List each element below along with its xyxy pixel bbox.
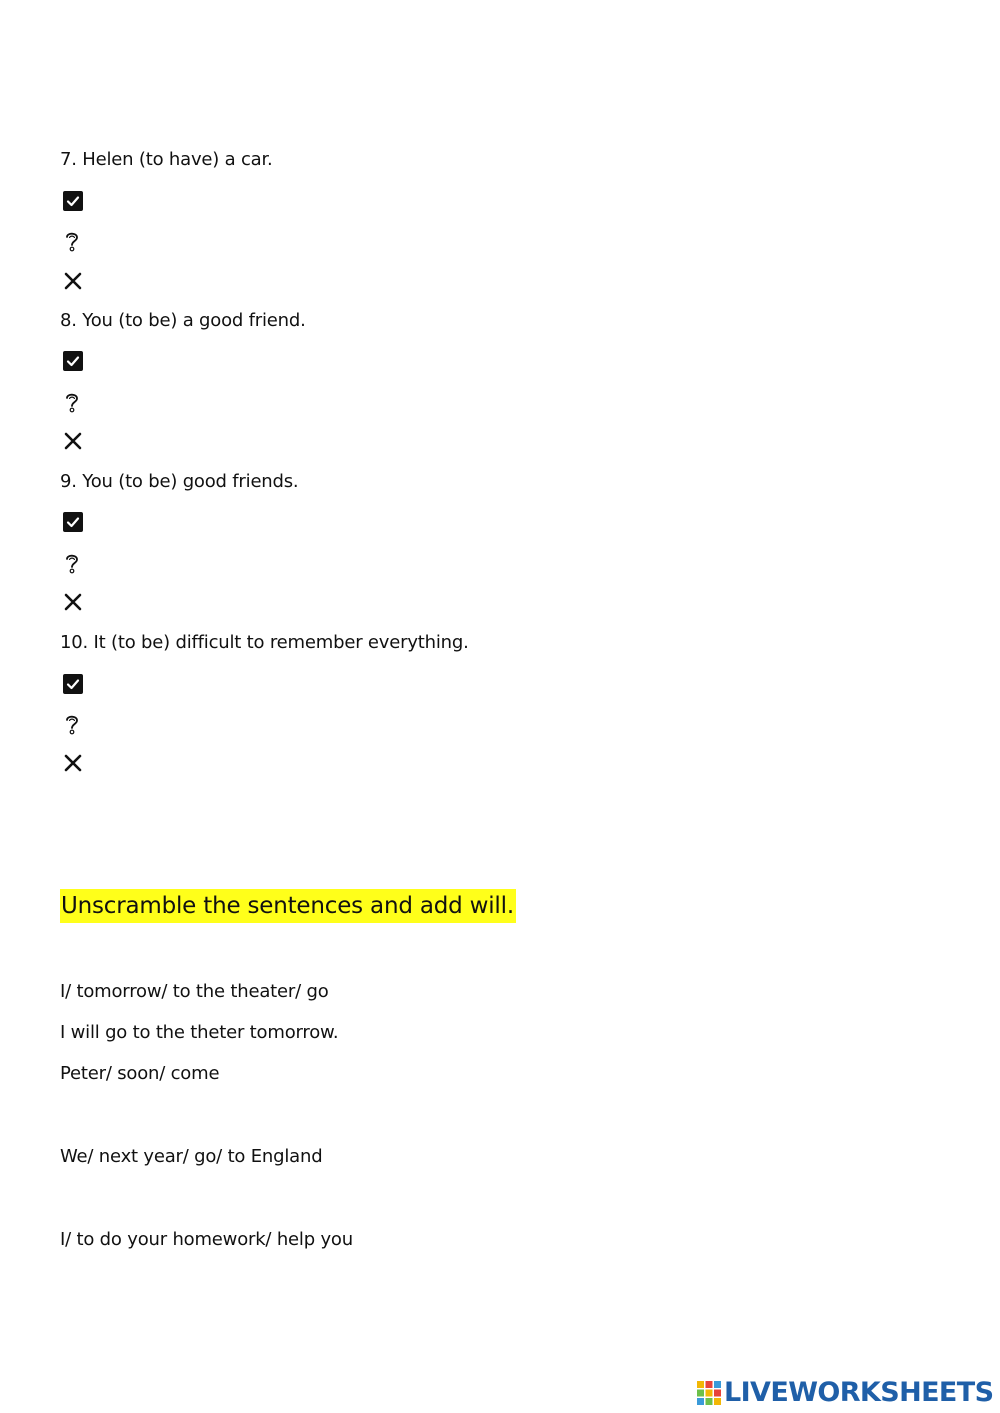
question-mark-icon[interactable] <box>62 713 84 735</box>
cross-icon[interactable] <box>62 430 84 452</box>
checkbox-checked-icon[interactable] <box>62 673 84 695</box>
unscramble-prompt-4: I/ to do your homework/ help you <box>60 1229 353 1250</box>
question-8-text: 8. You (to be) a good friend. <box>60 310 306 331</box>
brand-name: LIVEWORKSHEETS <box>724 1377 994 1408</box>
cross-icon[interactable] <box>62 270 84 292</box>
checkbox-checked-icon[interactable] <box>62 190 84 212</box>
checkbox-checked-icon[interactable] <box>62 511 84 533</box>
question-mark-icon[interactable] <box>62 230 84 252</box>
question-10-text: 10. It (to be) difficult to remember everything. <box>60 632 469 653</box>
question-mark-icon[interactable] <box>62 552 84 574</box>
cross-icon[interactable] <box>62 591 84 613</box>
unscramble-prompt-2: Peter/ soon/ come <box>60 1063 220 1084</box>
cross-icon[interactable] <box>62 752 84 774</box>
question-7-text: 7. Helen (to have) a car. <box>60 149 273 170</box>
liveworksheets-logo <box>697 1376 993 1410</box>
unscramble-prompt-3: We/ next year/ go/ to England <box>60 1146 323 1167</box>
section-heading: Unscramble the sentences and add will. <box>60 889 516 923</box>
unscramble-prompt-1: I/ tomorrow/ to the theater/ go <box>60 981 329 1002</box>
unscramble-answer-1[interactable]: I will go to the theter tomorrow. <box>60 1022 339 1043</box>
question-mark-icon[interactable] <box>62 391 84 413</box>
brand-mark-icon <box>697 1381 721 1405</box>
question-9-text: 9. You (to be) good friends. <box>60 471 299 492</box>
checkbox-checked-icon[interactable] <box>62 350 84 372</box>
